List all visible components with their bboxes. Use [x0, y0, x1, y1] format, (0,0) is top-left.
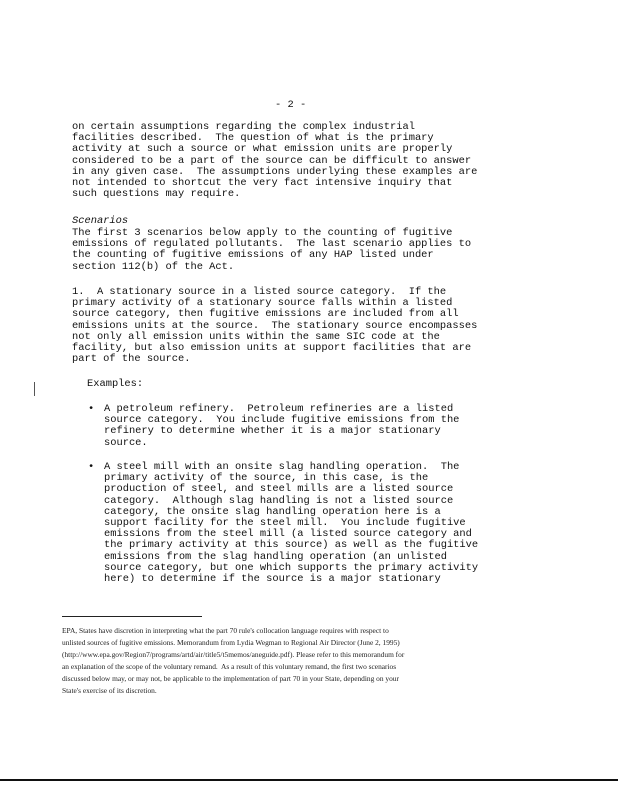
- paragraph-assumptions: on certain assumptions regarding the complex industrial facilities described. The question of what is the primary activity at such a source or what emission units are properly considered to be a part of the source can be difficult to answer in any given case. The assumptions underlying these examples are not intended to shortcut the very fact intensive inquiry that such questions may require.: [72, 121, 478, 201]
- bullet-icon: •: [88, 403, 95, 415]
- footnote: EPA, States have discretion in interpreting what the part 70 rule's collocation language requires with respect to unlisted sources of fugitive emissions. Memorandum from Lydia Wegman to Regional Air Director (June 2, 1995) (http://www.epa.gov/Region7/programs/artd/air/title5/t5memos/aneguide.pdf). Please refer to this memorandum for an explanation of the scope of the voluntary remand. As a result of this voluntary remand, the first two scenarios discussed below may, or may not, be applicable to the implementation of part 70 in your State, depending on your State's exercise of its discretion.: [62, 626, 405, 695]
- bullet-icon: •: [88, 461, 95, 473]
- page-number: - 2 -: [275, 99, 307, 111]
- scan-edge-bar: [0, 779, 618, 781]
- margin-mark: [34, 382, 35, 396]
- bullet-steel-mill: A steel mill with an onsite slag handling operation. The primary activity of the source, in this case, is the production of steel, and steel mills are a listed source category. Although slag handling is not a listed source category, the onsite slag handling operation here is a support facility for the steel mill. You include fugitive emissions from the steel mill (a listed source category and the primary activity at this source) as well as the fugitive emissions from the slag handling operation (an unlisted source category, but one which supports the primary activity here) to determine if the source is a major stationary: [104, 461, 479, 586]
- bullet-petroleum-refinery: A petroleum refinery. Petroleum refineries are a listed source category. You include fugitive emissions from the refinery to determine whether it is a major stationary source.: [104, 403, 460, 449]
- paragraph-scenarios-intro: The first 3 scenarios below apply to the counting of fugitive emissions of regulated pollutants. The last scenario applies to the counting of fugitive emissions of any HAP listed under section 112(b) of the Act.: [72, 227, 472, 273]
- footnote-separator: [62, 616, 202, 617]
- examples-label: Examples:: [87, 378, 144, 390]
- scenarios-heading: Scenarios: [72, 215, 129, 227]
- numbered-item-1: 1. A stationary source in a listed source category. If the primary activity of a stationary source falls within a listed source category, then fugitive emissions are included from all emissions units at the source. The stationary source encompasses not only all emission units within the same SIC code at the facility, but also emission units at support facilities that are part of the source.: [72, 286, 478, 366]
